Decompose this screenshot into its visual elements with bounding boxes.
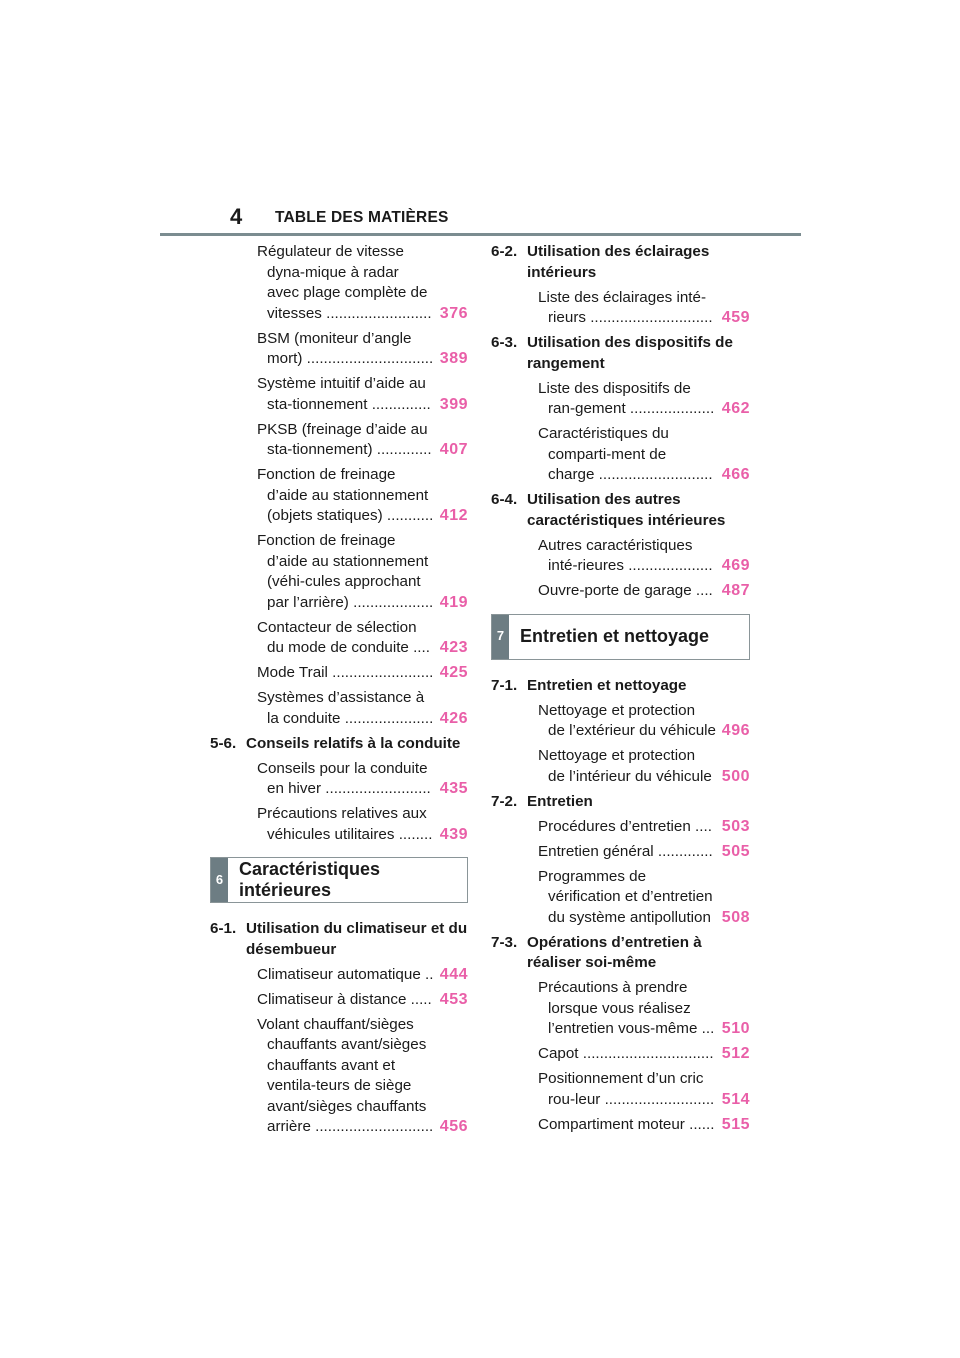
- toc-entry-label: [257, 990, 468, 1011]
- toc-section: [210, 734, 468, 755]
- page-link[interactable]: 508: [721, 908, 750, 926]
- toc-section: [491, 490, 750, 531]
- dot-leader: ..........................: [600, 1090, 715, 1108]
- page-header: [160, 204, 801, 234]
- toc-entry[interactable]: [491, 1115, 750, 1136]
- dot-leader: .............................: [585, 309, 713, 326]
- dot-leader: .....................: [340, 709, 434, 727]
- toc-group: [210, 759, 468, 846]
- section-number: 7-1.: [491, 676, 518, 694]
- dot-leader: ...............................: [578, 1045, 714, 1062]
- dot-leader: .....: [406, 990, 432, 1008]
- toc-entry-text: Nettoyage et protection de l’extérieur du véhicule: [538, 701, 717, 739]
- toc-entry-text: Capot: [538, 1045, 579, 1062]
- page-title: TABLE DES MATIÈRES: [275, 209, 449, 226]
- section-title: Entretien: [527, 792, 593, 810]
- dot-leader: .............: [372, 441, 432, 458]
- toc-entry[interactable]: [491, 867, 750, 929]
- toc-section: [491, 242, 750, 283]
- toc-entry-text: Programmes de vérification et d’entretien du système antipollution: [538, 867, 713, 926]
- toc-entry-label: [538, 817, 750, 838]
- toc-entry-text: Entretien général: [538, 842, 654, 860]
- toc-entry-text: Liste des dispositifs de ran-gement: [538, 379, 691, 417]
- toc-entry-text: Précautions à prendre lorsque vous réalisez l’entretien vous-même: [538, 979, 698, 1037]
- dot-leader: ....: [690, 817, 712, 835]
- dot-leader: ...................: [348, 593, 434, 611]
- toc-entry-label: [257, 688, 468, 729]
- section-title: Utilisation des éclairages intérieurs: [527, 243, 710, 281]
- toc-entry-label: [257, 965, 468, 986]
- toc-section: [491, 333, 750, 374]
- page-link[interactable]: 419: [439, 593, 468, 611]
- section-number: 5-6.: [210, 734, 237, 752]
- toc-group: [491, 978, 750, 1135]
- toc-entry-label: [538, 424, 750, 486]
- toc-group: [210, 965, 468, 1138]
- dot-leader: ..: [420, 965, 434, 983]
- toc-entry[interactable]: [210, 420, 468, 461]
- page-link[interactable]: 500: [721, 767, 750, 785]
- toc-entry-label: [538, 1115, 750, 1136]
- chapter-banner-7[interactable]: [491, 614, 750, 660]
- toc-entry-text: Liste des éclairages inté-rieurs: [538, 288, 706, 326]
- toc-column-right: [491, 242, 750, 1140]
- toc-entry[interactable]: [491, 536, 750, 577]
- toc-entry-label: [257, 618, 468, 659]
- page-link[interactable]: 426: [439, 709, 468, 727]
- header-divider: [160, 233, 801, 236]
- toc-entry[interactable]: [210, 663, 468, 684]
- toc-entry[interactable]: [210, 965, 468, 986]
- chapter-banner-6[interactable]: [210, 857, 468, 903]
- toc-entry[interactable]: [491, 701, 750, 742]
- toc-entry-label: [257, 374, 468, 415]
- toc-entry-text: Conseils pour la conduite en hiver: [257, 759, 428, 797]
- toc-entry-label: [257, 242, 468, 324]
- page-link[interactable]: 515: [721, 1115, 750, 1133]
- toc-entry-text: Autres caractéristiques inté-rieures: [538, 536, 693, 574]
- chapter-title: Entretien et nettoyage: [520, 626, 710, 646]
- page-link[interactable]: 462: [721, 400, 750, 417]
- toc-entry-text: Positionnement d’un cric rou-leur: [538, 1070, 704, 1108]
- toc-entry[interactable]: [210, 990, 468, 1011]
- toc-entry[interactable]: [491, 288, 750, 329]
- toc-entry-text: Volant chauffant/sièges chauffants avant/sièges chauffants avant et ventila-teurs de siège avant/sièges chauffants arrière: [257, 1015, 427, 1135]
- toc-entry-label: [538, 1044, 750, 1065]
- dot-leader: ....: [691, 582, 713, 599]
- toc-entry-text: Mode Trail: [257, 664, 328, 681]
- page-link[interactable]: 503: [721, 817, 750, 835]
- page-link[interactable]: 505: [721, 842, 750, 860]
- toc-group: [491, 288, 750, 329]
- toc-entry[interactable]: [210, 759, 468, 800]
- toc-entry[interactable]: [491, 581, 750, 602]
- toc-entry[interactable]: [210, 242, 468, 324]
- toc-section: [491, 676, 750, 697]
- section-number: 6-4.: [491, 491, 518, 508]
- toc-entry-text: Climatiseur automatique: [257, 965, 421, 983]
- toc-entry-text: PKSB (freinage d’aide au sta-tionnement): [257, 420, 428, 458]
- toc-entry[interactable]: [491, 842, 750, 863]
- page-link[interactable]: 407: [439, 441, 468, 458]
- toc-entry-label: [257, 804, 468, 845]
- page-link[interactable]: 423: [439, 639, 468, 656]
- toc-entry-label: [257, 420, 468, 461]
- section-number: 7-3.: [491, 933, 518, 951]
- toc-entry[interactable]: [210, 618, 468, 659]
- toc-entry[interactable]: [210, 374, 468, 415]
- toc-entry-text: Caractéristiques du comparti-ment de charge: [538, 425, 669, 483]
- toc-group: [491, 701, 750, 788]
- section-title: Utilisation des dispositifs de rangement: [527, 334, 733, 372]
- toc-entry-label: [257, 531, 468, 613]
- toc-entry-label: [257, 329, 468, 370]
- chapter-title: Caractéristiques intérieures: [239, 859, 381, 900]
- page-link[interactable]: 459: [721, 309, 750, 326]
- toc-entry[interactable]: [210, 804, 468, 845]
- page-link[interactable]: 469: [721, 557, 750, 574]
- toc-entry[interactable]: [491, 424, 750, 486]
- page-link[interactable]: 466: [721, 466, 750, 483]
- toc-entry[interactable]: [491, 1044, 750, 1065]
- page-link[interactable]: 512: [721, 1045, 750, 1062]
- toc-section: [210, 919, 468, 960]
- section-title: Opérations d’entretien à réaliser soi-même: [527, 933, 702, 971]
- dot-leader: ...: [697, 1020, 715, 1037]
- dot-leader: ..............................: [302, 350, 434, 367]
- toc-entry[interactable]: [210, 531, 468, 613]
- dot-leader: ....................: [625, 400, 715, 417]
- toc-entry[interactable]: [210, 329, 468, 370]
- toc-entry-text: Régulateur de vitesse dyna-mique à radar avec plage complète de vitesses: [257, 243, 428, 322]
- dot-leader: ........: [394, 825, 433, 843]
- toc-entry[interactable]: [491, 1069, 750, 1110]
- toc-entry-text: Précautions relatives aux véhicules utilitaires: [257, 805, 427, 843]
- section-number: 6-1.: [210, 920, 237, 937]
- toc-section: [491, 933, 750, 974]
- toc-group: [491, 817, 750, 929]
- toc-entry[interactable]: [491, 978, 750, 1040]
- page-link[interactable]: 444: [439, 965, 468, 983]
- toc-entry-label: [538, 288, 750, 329]
- page-link[interactable]: 439: [439, 825, 468, 843]
- toc-entry-label: [538, 842, 750, 863]
- dot-leader: .........................: [321, 304, 432, 322]
- toc-entry-label: [257, 1015, 468, 1138]
- page-link[interactable]: 453: [439, 990, 468, 1008]
- toc-entry-text: Système intuitif d’aide au sta-tionnement: [257, 375, 426, 413]
- toc-group: [491, 379, 750, 486]
- toc-entry-text: Climatiseur à distance: [257, 990, 407, 1008]
- toc-entry[interactable]: [210, 688, 468, 729]
- toc-entry[interactable]: [491, 379, 750, 420]
- dot-leader: ...........................: [594, 466, 713, 483]
- page-link[interactable]: 425: [439, 664, 468, 681]
- toc-entry-label: [538, 701, 750, 742]
- dot-leader: ......: [684, 1115, 715, 1133]
- toc-entry-label: [257, 663, 468, 684]
- page-link[interactable]: 389: [439, 350, 468, 367]
- toc-entry-label: [538, 867, 750, 929]
- page-number: 4: [230, 204, 243, 229]
- section-number: 6-3.: [491, 334, 518, 351]
- dot-leader: ....................: [623, 557, 713, 574]
- toc-entry-label: [257, 465, 468, 527]
- dot-leader: ..............: [367, 395, 431, 413]
- section-title: Utilisation des autres caractéristiques intérieures: [527, 491, 726, 529]
- toc-entry-text: Fonction de freinage d’aide au stationnement (objets statiques): [257, 466, 429, 524]
- toc-column-left: [210, 242, 468, 1142]
- toc-entry-text: Nettoyage et protection de l’intérieur du véhicule: [538, 747, 712, 785]
- toc-entry-label: [538, 536, 750, 577]
- toc-entry-text: Compartiment moteur: [538, 1115, 685, 1133]
- section-title: Conseils relatifs à la conduite: [246, 734, 461, 752]
- chapter-tab: 7: [492, 615, 509, 659]
- toc-entry-label: [538, 746, 750, 787]
- page-link[interactable]: 412: [439, 507, 468, 524]
- toc-group: [210, 242, 468, 729]
- toc-entry[interactable]: [210, 1015, 468, 1138]
- dot-leader: ........................: [327, 664, 434, 681]
- chapter-tab: 6: [211, 858, 228, 902]
- section-title: Utilisation du climatiseur et du désembueur: [246, 920, 468, 958]
- page-link[interactable]: 496: [721, 722, 750, 739]
- dot-leader: ............................: [310, 1118, 434, 1135]
- dot-leader: ...........: [382, 507, 434, 524]
- page-link[interactable]: 435: [439, 780, 468, 797]
- toc-entry-text: Fonction de freinage d’aide au stationnement (véhi-cules approchant par l’arrière): [257, 532, 429, 611]
- page-link[interactable]: 456: [439, 1118, 468, 1135]
- toc-entry-label: [538, 379, 750, 420]
- section-title: Entretien et nettoyage: [527, 676, 687, 694]
- toc-entry-text: Procédures d’entretien: [538, 817, 691, 835]
- toc-entry-text: Contacteur de sélection du mode de conduite: [257, 618, 417, 656]
- dot-leader: .........................: [321, 780, 431, 797]
- toc-entry[interactable]: [491, 746, 750, 787]
- toc-entry[interactable]: [491, 817, 750, 838]
- toc-entry-label: [538, 581, 750, 602]
- dot-leader: .............: [653, 842, 713, 860]
- page-link[interactable]: 514: [721, 1090, 750, 1108]
- page-link[interactable]: 487: [721, 582, 750, 599]
- page-link[interactable]: 399: [439, 395, 468, 413]
- toc-entry[interactable]: [210, 465, 468, 527]
- toc-section: [491, 792, 750, 813]
- toc-entry-label: [538, 978, 750, 1040]
- page-link[interactable]: 376: [439, 304, 468, 322]
- toc-entry-text: BSM (moniteur d’angle mort): [257, 329, 412, 367]
- dot-leader: ....: [408, 639, 430, 656]
- toc-group: [491, 536, 750, 602]
- toc-entry-label: [257, 759, 468, 800]
- toc-entry-text: Systèmes d’assistance à la conduite: [257, 689, 425, 727]
- toc-entry-label: [538, 1069, 750, 1110]
- page-link[interactable]: 510: [721, 1020, 750, 1037]
- section-number: 7-2.: [491, 792, 518, 810]
- toc-entry-text: Ouvre-porte de garage: [538, 582, 692, 599]
- section-number: 6-2.: [491, 243, 518, 260]
